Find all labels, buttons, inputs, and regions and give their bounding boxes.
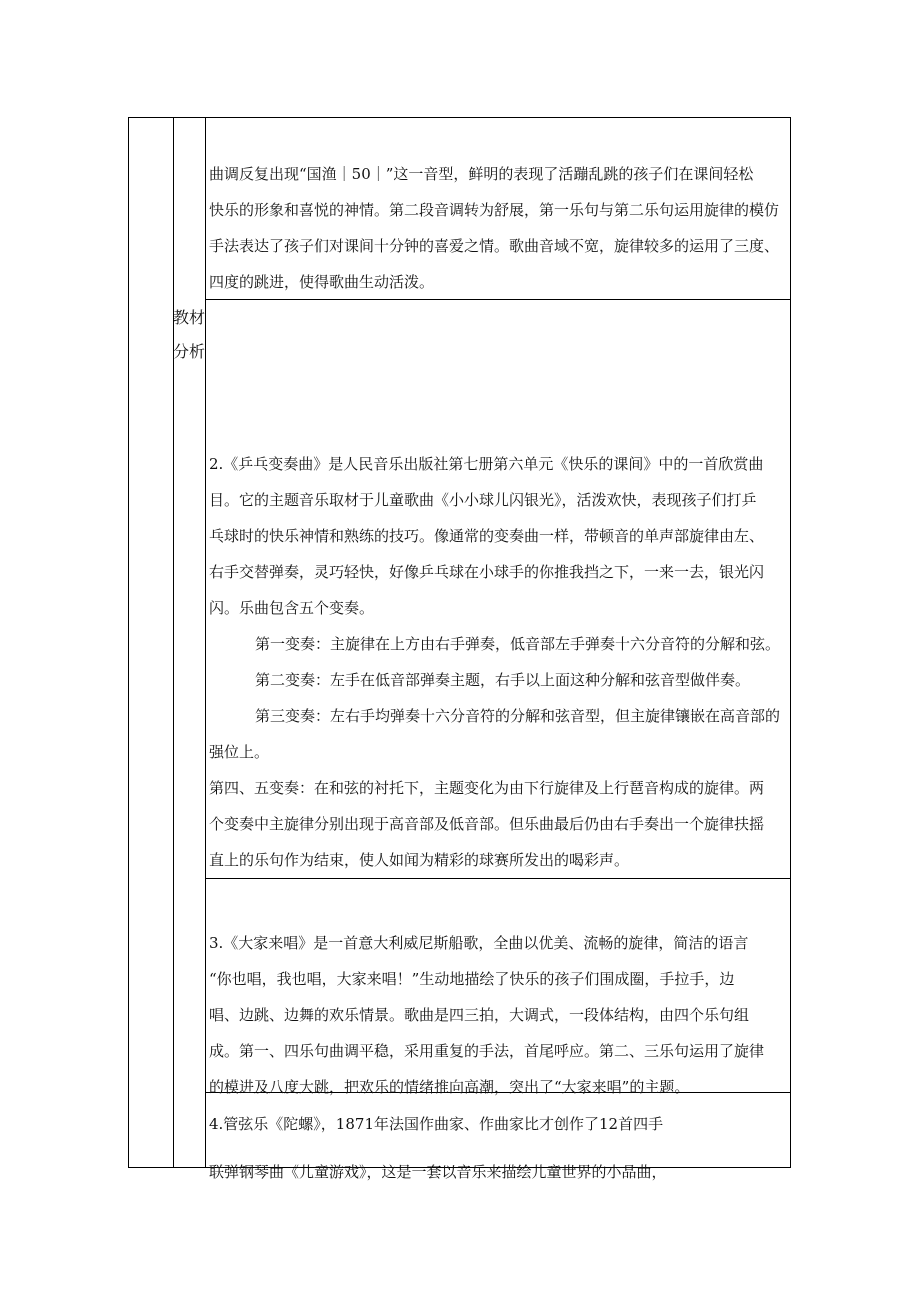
text-line: 手法表达了孩子们对课间十分钟的喜爱之情。歌曲音域不宽，旋律较多的运用了三度、 [209,237,780,255]
text-line: 3.《大家来唱》是一首意大利威尼斯船歌，全曲以优美、流畅的旋律，简洁的语言 [209,934,749,952]
text-line: 唱、边跳、边舞的欢乐情景。歌曲是四三拍，大调式，一段体结构，由四个乐句组 [209,1006,750,1024]
text-line: 乓球时的快乐神情和熟练的技巧。像通常的变奏曲一样，带顿音的单声部旋律由左、 [209,527,765,545]
text-line: 目。它的主题音乐取材于儿童歌曲《小小球儿闪银光》，活泼欢快，表现孩子们打乒 [209,491,757,509]
text-line: 闪。乐曲包含五个变奏。 [209,599,375,617]
column-divider-1 [173,118,174,1167]
text-line: 第四、五变奏：在和弦的衬托下，主题变化为由下行旋律及上行琶音构成的旋律。两 [209,779,765,797]
text-line: 第一变奏：主旋律在上方由右手弹奏，低音部左手弹奏十六分音符的分解和弦。 [255,635,781,653]
text-line: 右手交替弹奏，灵巧轻快，好像乒乓球在小球手的你推我挡之下，一来一去，银光闪 [209,563,765,581]
text-line: 直上的乐句作为结束，使人如闻为精彩的球赛所发出的喝彩声。 [209,851,630,869]
text-line: 联弹钢琴曲《儿童游戏》，这是一套以音乐来描绘儿童世界的小品曲， [209,1163,667,1181]
text-line: 快乐的形象和喜悦的神情。第二段音调转为舒展，第一乐句与第二乐句运用旋律的模仿 [209,201,780,219]
analysis-paragraph-everyone-sing [209,925,789,1105]
text-line: 个变奏中主旋律分别出现于高音部及低音部。但乐曲最后仍由右手奏出一个旋律扶摇 [209,815,765,833]
text-line: 4.管弦乐《陀螺》，1871年法国作曲家、作曲家比才创作了12首四手 [209,1115,664,1133]
text-line: 曲调反复出现“国渔｜50｜”这一音型，鲜明的表现了活蹦乱跳的孩子们在课间轻松 [209,165,754,183]
column-divider-2 [205,118,206,1167]
text-line: “你也唱，我也唱，大家来唱！”生动地描绘了快乐的孩子们围成圈，手拉手，边 [209,970,735,988]
text-line: 第二变奏：左手在低音部弹奏主题，右手以上面这种分解和弦音型做伴奏。 [255,671,751,689]
section-label-line-2: 分析 [173,342,206,361]
text-line: 四度的跳进，使得歌曲生动活泼。 [209,273,435,291]
text-line: 第三变奏：左右手均弹奏十六分音符的分解和弦音型，但主旋律镶嵌在高音部的 [255,707,781,725]
section-label-textbook-analysis [173,301,205,369]
row-divider-2 [205,878,790,879]
section-label-line-1: 教材 [173,308,206,327]
analysis-paragraph-spinning-top [209,1100,789,1196]
lesson-table [128,117,791,1181]
text-line: 的模进及八度大跳，把欢乐的情绪推向高潮，突出了“大家来唱”的主题。 [209,1078,690,1096]
analysis-paragraph-pingpong-variations [209,446,789,878]
analysis-paragraph-song-1 [209,156,789,300]
text-line: 2.《乒乓变奏曲》是人民音乐出版社第七册第六单元《快乐的课间》中的一首欣赏曲 [209,455,764,473]
text-line: 成。第一、四乐句曲调平稳，采用重复的手法，首尾呼应。第二、三乐句运用了旋律 [209,1042,765,1060]
text-line: 强位上。 [209,743,270,761]
